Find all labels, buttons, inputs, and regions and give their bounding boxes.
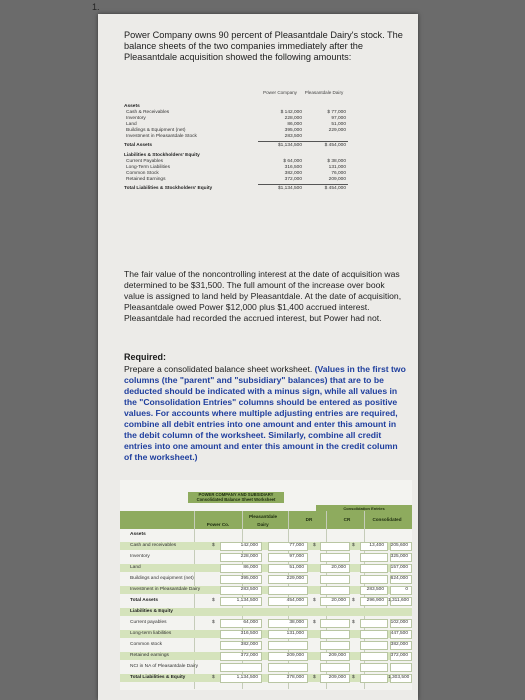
worksheet-cell-co: 1,311,600 <box>388 598 409 603</box>
problem-intro: Power Company owns 90 percent of Pleasantdale Dairy's stock. The balance sheets of the two companies immediately after the Pleasantdale acquisition showed the following amounts: <box>124 30 403 62</box>
worksheet-input-co[interactable] <box>390 663 412 672</box>
worksheet-input-cr[interactable] <box>360 564 388 573</box>
worksheet-cell-pd: 38,000 <box>289 620 304 625</box>
col-pleasantdale-line1: Pleasantdale <box>248 514 278 519</box>
col-pleasantdale-line2: Dairy <box>257 522 269 527</box>
worksheet-row <box>120 564 412 572</box>
worksheet-title-line2: Consolidated Balance Sheet Worksheet <box>196 497 276 502</box>
bs-row-label: Buildings & Equipment (net) <box>126 128 186 133</box>
problem-details: The fair value of the noncontrolling interest at the date of acquisition was determined to be $31,500. The full amount of the increase over book value is assigned to land held by Pleasantdale. At the date of acquisition, Pleasantdale owed Power $12,000 plus $1,400 accrued interest. Pleasantdale had recorded the accrued interest, but Power had not. <box>124 269 402 323</box>
worksheet-row-label: Liabilities & Equity <box>130 609 173 614</box>
dollar-sign: $ <box>212 675 215 680</box>
worksheet-row <box>120 663 412 671</box>
subtotal-rule <box>258 184 348 185</box>
worksheet-cell-dr: 209,000 <box>328 653 346 658</box>
worksheet-cell-pc: 64,000 <box>243 620 258 625</box>
worksheet-input-cr[interactable] <box>360 630 388 639</box>
subtotal-rule <box>258 141 348 142</box>
bs-row-label: Inventory <box>126 116 146 121</box>
worksheet-cell-pc: 1,134,500 <box>236 675 258 680</box>
bs-power-value: 395,000 <box>284 128 302 133</box>
worksheet-input-dr[interactable] <box>320 619 350 628</box>
bs-pleasantdale-value: 209,000 <box>328 177 346 182</box>
worksheet-cell-pc: 1,134,500 <box>236 598 258 603</box>
dollar-sign: $ <box>352 598 355 603</box>
worksheet-cell-co: 1,303,500 <box>388 675 410 680</box>
worksheet-row <box>120 531 412 539</box>
bs-row-label: Total Assets <box>124 143 152 148</box>
worksheet-cell-cr: 283,500 <box>366 587 384 592</box>
worksheet-row <box>120 597 412 605</box>
worksheet-row-label: Investment in Pleasantdale Dairy <box>130 587 201 592</box>
worksheet-cell-dr: 20,000 <box>331 565 346 570</box>
worksheet-cell-pc: 86,000 <box>243 565 258 570</box>
worksheet-cell-pd: 378,000 <box>286 675 304 680</box>
worksheet-row <box>120 652 412 660</box>
document-page <box>98 14 418 700</box>
worksheet-cell-co: 205,600 <box>390 543 408 548</box>
worksheet-cell-pc: 382,000 <box>240 642 258 647</box>
bs-row-label: Total Liabilities & Stockholders' Equity <box>124 186 213 191</box>
bs-row <box>124 186 394 193</box>
worksheet-row <box>120 575 412 583</box>
bs-row-label: Cash & Receivables <box>126 110 170 115</box>
worksheet-cell-pd: 77,000 <box>289 543 304 548</box>
worksheet-cell-pd: 229,000 <box>286 576 304 581</box>
worksheet-row-label: Land <box>130 565 141 570</box>
worksheet-input-pd[interactable] <box>268 663 308 672</box>
worksheet-cell-co: 325,000 <box>390 554 408 559</box>
worksheet-row-label: Inventory <box>130 554 150 559</box>
bs-pleasantdale-value: $ 77,000 <box>327 110 346 115</box>
bs-pleasantdale-value: 76,000 <box>331 171 346 176</box>
worksheet-row-label: Assets <box>130 532 146 537</box>
bs-pleasantdale-value: 131,000 <box>328 165 346 170</box>
worksheet-cell-pc: 228,000 <box>240 554 258 559</box>
worksheet-input-pd[interactable] <box>268 641 308 650</box>
worksheet-row <box>120 641 412 649</box>
worksheet-cell-dr: 209,000 <box>328 675 346 680</box>
worksheet-row <box>120 542 412 550</box>
worksheet-cell-cr: 296,900 <box>366 598 384 603</box>
dollar-sign: $ <box>313 543 316 548</box>
bs-power-value: 372,000 <box>284 177 302 182</box>
bs-pleasantdale-value: 97,000 <box>331 116 346 121</box>
worksheet-input-cr[interactable] <box>360 619 388 628</box>
worksheet-cell-pd: 454,000 <box>286 598 304 603</box>
worksheet-cell-co: 624,000 <box>390 576 408 581</box>
worksheet-input-dr[interactable] <box>320 663 350 672</box>
dollar-sign: $ <box>313 620 316 625</box>
worksheet-cell-co: 102,000 <box>390 620 408 625</box>
worksheet-row-label: Current payables <box>130 620 167 625</box>
worksheet-row <box>120 619 412 627</box>
bs-power-value: 382,000 <box>284 171 302 176</box>
worksheet-cell-pd: 131,000 <box>286 631 304 636</box>
worksheet-input-dr[interactable] <box>320 542 350 551</box>
worksheet-row-label: Total Assets <box>130 598 158 603</box>
col-dr: DR <box>305 517 313 522</box>
col-consolidated: Consolidated <box>372 517 402 522</box>
worksheet-cell-pc: 395,000 <box>240 576 258 581</box>
worksheet-input-pd[interactable] <box>268 586 308 595</box>
bs-power-value: $1,134,500 <box>277 186 302 191</box>
worksheet-cell-pd: 209,000 <box>286 653 304 658</box>
bs-row-label: Current Payables <box>126 159 164 164</box>
bs-row-label: Assets <box>124 104 140 109</box>
required-heading: Required: <box>124 352 167 362</box>
worksheet-cell-pd: 51,000 <box>289 565 304 570</box>
worksheet-title-line1: POWER COMPANY AND SUBSIDIARY <box>198 492 274 497</box>
worksheet-input-cr[interactable] <box>360 575 388 584</box>
dollar-sign: $ <box>212 598 215 603</box>
page-number: 1. <box>92 2 100 12</box>
worksheet-row-label: NCI in NA of Pleasantdale Dairy <box>130 664 198 669</box>
worksheet-row-label: Total Liabilities & Equity <box>130 675 186 680</box>
bs-pleasantdale-value: 229,000 <box>328 128 346 133</box>
bs-row-label: Common Stock <box>126 171 159 176</box>
required-blue-text: (Values in the first two columns (the "parent" and "subsidiary" balances) that are to be deducted should be indicated with a minus sign, while all values in the "Consolidation Entries" columns should be entered as positive values. For accounts where multiple adjusting entries are required, combine all debit entries into one amount and enter this amount in the debit column of the worksheet. Similarly, combine all credit entries into one amount and enter this amount in the credit column of the worksheet.) <box>124 364 406 462</box>
dollar-sign: $ <box>313 675 316 680</box>
worksheet-input-dr[interactable] <box>320 630 350 639</box>
dollar-sign: $ <box>352 543 355 548</box>
worksheet-row <box>120 630 412 638</box>
worksheet-row-label: Retained earnings <box>130 653 169 658</box>
bs-power-value: $ 64,000 <box>283 159 302 164</box>
bs-row <box>124 143 394 150</box>
worksheet-cell-pc: 316,500 <box>240 631 258 636</box>
worksheet-cell-co: 447,500 <box>390 631 408 636</box>
worksheet-cell-pc: 142,000 <box>240 543 258 548</box>
worksheet-row-label: Long-term liabilities <box>130 631 172 636</box>
dollar-sign: $ <box>212 620 215 625</box>
dollar-sign: $ <box>352 620 355 625</box>
worksheet-cell-pc: 283,500 <box>240 587 258 592</box>
dollar-sign: $ <box>352 675 355 680</box>
worksheet-cell-dr: 20,000 <box>331 598 346 603</box>
worksheet-input-dr[interactable] <box>320 586 350 595</box>
bs-row-label: Land <box>126 122 137 127</box>
bs-power-value: 316,500 <box>284 165 302 170</box>
bs-pleasantdale-value: $ 454,000 <box>324 143 346 148</box>
col-power-co: Power Co. <box>206 522 230 527</box>
bs-pleasantdale-value: $ 38,000 <box>327 159 346 164</box>
required-plain-text: Prepare a consolidated balance sheet worksheet. <box>124 364 313 374</box>
worksheet-row-label: Buildings and equipment (net) <box>130 576 194 581</box>
bs-row <box>124 177 394 184</box>
bs-pleasantdale-value: $ 454,000 <box>324 186 346 191</box>
worksheet-input-cr[interactable] <box>360 663 388 672</box>
worksheet-cell-co: 0 <box>405 587 408 592</box>
bs-power-value: 283,500 <box>284 134 302 139</box>
worksheet-cell-cr: 13,400 <box>369 543 384 548</box>
worksheet-input-pc[interactable] <box>220 663 262 672</box>
worksheet-row-label: Common stock <box>130 642 162 647</box>
worksheet-row <box>120 586 412 594</box>
worksheet-cell-co: 372,000 <box>390 653 408 658</box>
required-instructions <box>124 364 406 463</box>
bs-power-value: 228,000 <box>284 116 302 121</box>
bs-power-value: 86,000 <box>287 122 302 127</box>
dollar-sign: $ <box>212 543 215 548</box>
worksheet-title <box>188 492 284 503</box>
bs-row-label: Long-Term Liabilities <box>126 165 170 170</box>
bs-col-pleasantdale: Pleasantdale Dairy <box>304 90 344 95</box>
worksheet-row <box>120 553 412 561</box>
worksheet-cell-pc: 372,000 <box>240 653 258 658</box>
worksheet-cell-co: 382,000 <box>390 642 408 647</box>
worksheet-input-dr[interactable] <box>320 553 350 562</box>
bs-power-value: $1,134,500 <box>277 143 302 148</box>
worksheet-cell-pd: 97,000 <box>289 554 304 559</box>
worksheet-input-cr[interactable] <box>360 641 388 650</box>
worksheet-cell-co: 157,000 <box>390 565 408 570</box>
bs-pleasantdale-value: 51,000 <box>331 122 346 127</box>
worksheet-row <box>120 674 412 682</box>
worksheet-input-cr[interactable] <box>360 674 388 683</box>
worksheet-input-dr[interactable] <box>320 641 350 650</box>
bs-row-label: Retained Earnings <box>126 177 166 182</box>
dollar-sign: $ <box>313 598 316 603</box>
worksheet-input-cr[interactable] <box>360 553 388 562</box>
col-cr: CR <box>343 517 351 522</box>
bs-col-power: Power Company <box>263 90 297 95</box>
bs-power-value: $ 142,000 <box>280 110 302 115</box>
worksheet-input-dr[interactable] <box>320 575 350 584</box>
worksheet-row <box>120 608 412 616</box>
bs-row <box>124 134 394 141</box>
bs-row-label: Liabilities & Stockholders' Equity <box>124 153 200 158</box>
bs-row-label: Investment in Pleasantdale Stock <box>126 134 197 139</box>
col-consolidation-entries: Consolidation Entries <box>343 506 385 511</box>
worksheet-input-cr[interactable] <box>360 652 388 661</box>
worksheet-row-label: Cash and receivables <box>130 543 177 548</box>
